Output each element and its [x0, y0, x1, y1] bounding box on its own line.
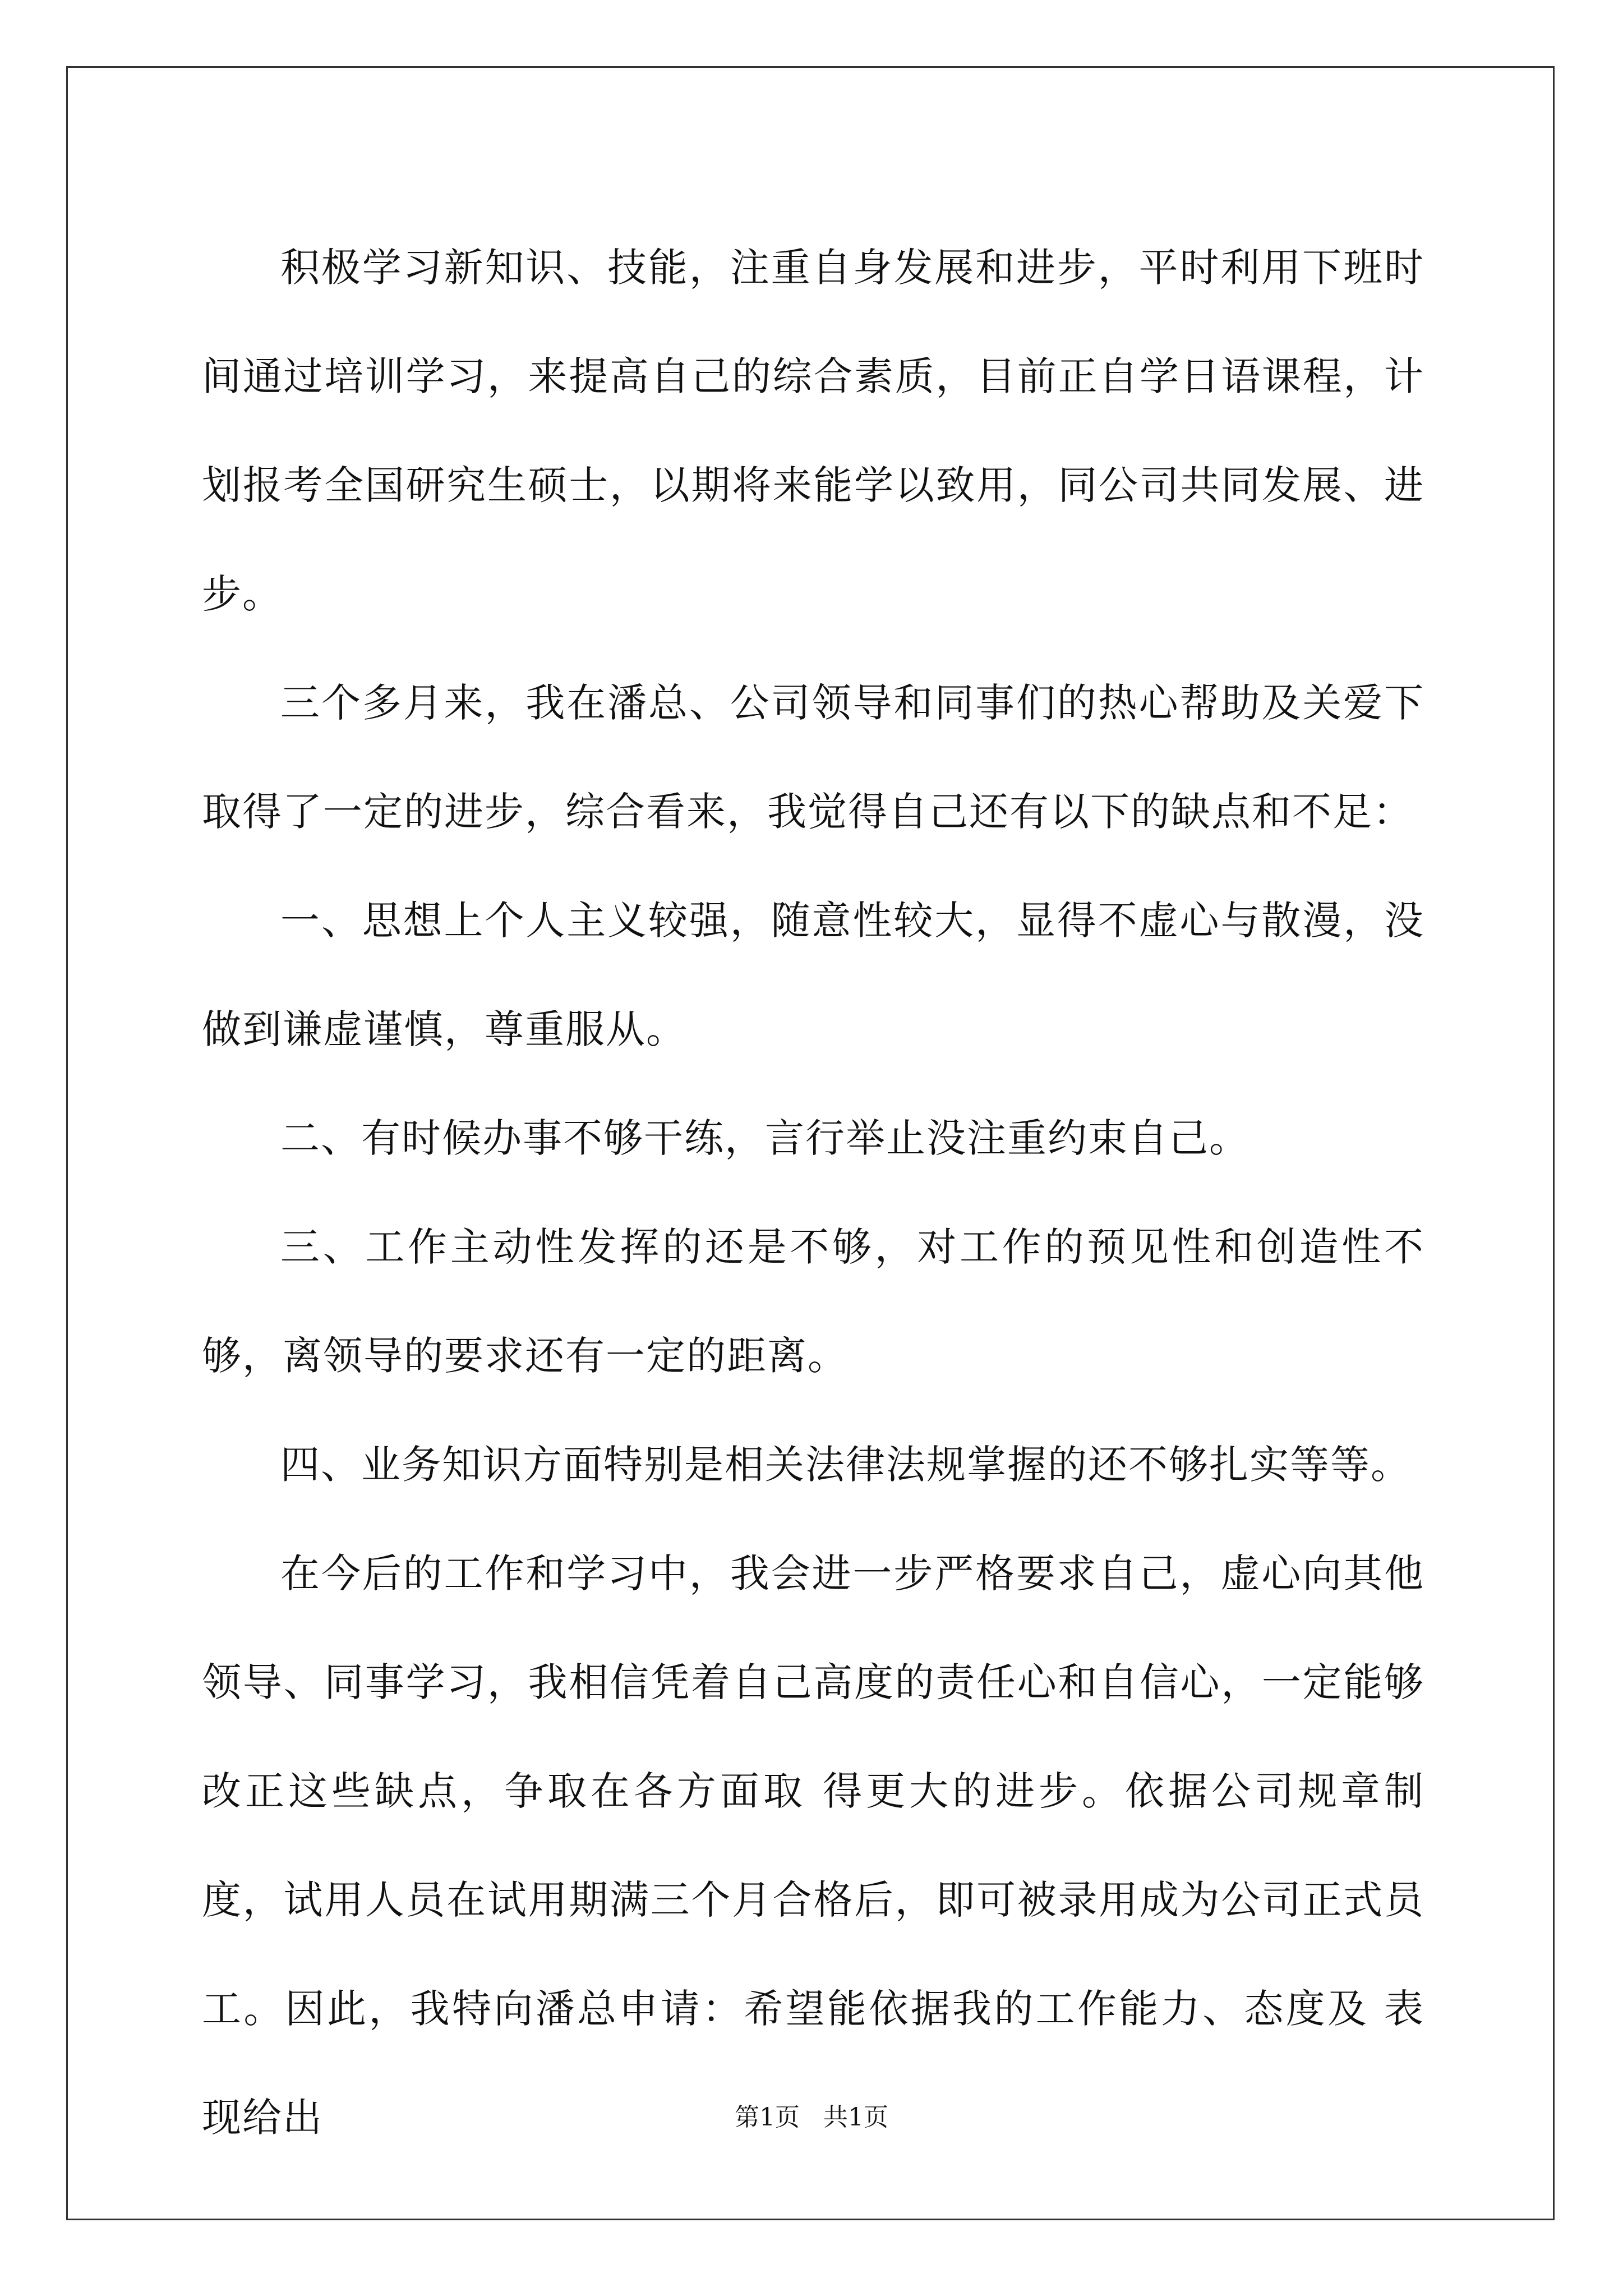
paragraph: 二、有时候办事不够干练，言行举止没注重约束自己。 — [280, 1115, 1249, 1161]
paragraph: 三、工作主动性发挥的还是不够，对工作的预见性和创造性不够，离领导的要求还有一定的距离。 — [202, 1224, 1424, 1379]
paragraph: 在今后的工作和学习中，我会进一步严格要求自己，虚心向其他领导、同事学习，我相信凭着自己高度的责任心和自信心，一定能够改正这些缺点，争取在各方面取 得更大的进步。依据公司规章制度，试用人员在试用期满三个月合格后，即可被录用成为公司正式员工。因此，我特向潘总申请：希望能依据我的工作能力、态度及 表现给出 — [202, 1550, 1424, 2141]
document-body — [202, 213, 1424, 2172]
paragraph: 积极学习新知识、技能，注重自身发展和进步，平时利用下班时间通过培训学习，来提高自己的综合素质，目前正自学日语课程，计划报考全国研究生硕士，以期将来能学以致用，同公司共同发展、进步。 — [202, 245, 1424, 617]
paragraph: 四、业务知识方面特别是相关法律法规掌握的还不够扎实等等。 — [280, 1442, 1411, 1488]
page-total: 共1页 — [823, 2103, 888, 2132]
page-footer — [0, 2097, 1623, 2133]
paragraph: 一、思想上个人主义较强，随意性较大，显得不虚心与散漫，没做到谦虚谨慎，尊重服从。 — [202, 898, 1424, 1052]
paragraph: 三个多月来，我在潘总、公司领导和同事们的热心帮助及关爱下取得了一定的进步，综合看来，我觉得自己还有以下的缺点和不足： — [202, 680, 1424, 835]
page-number: 第1页 — [735, 2103, 800, 2132]
